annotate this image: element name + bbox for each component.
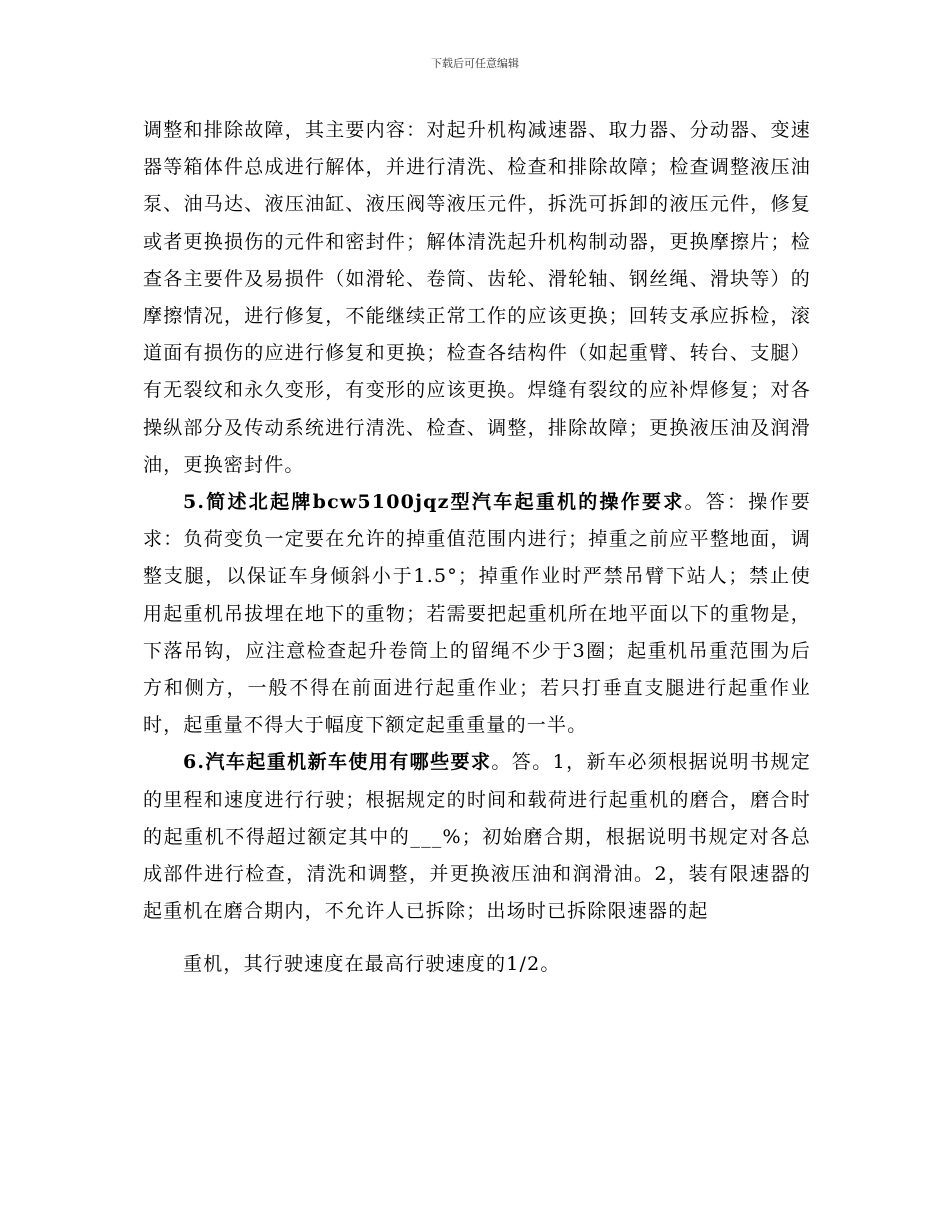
page-header: 下载后可任意编辑 (431, 57, 519, 70)
paragraph-maintenance: 调整和排除故障，其主要内容：对起升机构减速器、取力器、分动器、变速器等箱体件总成进行解体，并进行清洗、检查和排除故障；检查调整液压油泵、油马达、液压油缸、液压阀等液压元件，拆洗可拆卸的液压元件，修复或者更换损伤的元件和密封件；解体清洗起升机构制动器，更换摩擦片；检查各主要件及易损件（如滑轮、卷筒、齿轮、滑轮轴、钢丝绳、滑块等）的摩擦情况，进行修复，不能继续正常工作的应该更换；回转支承应拆检，滚道面有损伤的应进行修复和更换；检查各结构件（如起重臂、转台、支腿）有无裂纹和永久变形，有变形的应该更换。焊缝有裂纹的应补焊修复；对各操纵部分及传动系统进行清洗、检查、调整，排除故障；更换液压油及润滑油，更换密封件。 (143, 119, 811, 476)
question-6-title: 6.汽车起重机新车使用有哪些要求 (183, 751, 492, 774)
paragraph-tail: 重机，其行驶速度在最高行驶速度的1/2。 (183, 953, 561, 976)
document-body (143, 112, 811, 984)
question-5-title: 5.简述北起牌bcw5100jqz型汽车起重机的操作要求 (183, 491, 685, 514)
question-6 (143, 744, 811, 930)
question-5-answer: 。答：操作要求：负荷变负一定要在允许的掉重值范围内进行；掉重之前应平整地面，调整支腿，以保证车身倾斜小于1.5°；掉重作业时严禁吊臂下站人；禁止使用起重机吊拔埋在地下的重物；若需要把起重机所在地平面以下的重物是，下落吊钩，应注意检查起升卷筒上的留绳不少于3圈；起重机吊重范围为后方和侧方，一般不得在前面进行起重作业；若只打垂直支腿进行起重作业时，起重量不得大于幅度下额定起重重量的一半。 (143, 491, 812, 737)
question-5 (143, 484, 811, 744)
question-6-answer: 。答。1，新车必须根据说明书规定的里程和速度进行行驶；根据规定的时间和载荷进行起重机的磨合，磨合时的起重机不得超过额定其中的___%；初始磨合期，根据说明书规定对各总成部件进行检查，清洗和调整，并更换液压油和润滑油。2，装有限速器的起重机在磨合期内，不允许人已拆除；出场时已拆除限速器的起 (143, 751, 811, 923)
